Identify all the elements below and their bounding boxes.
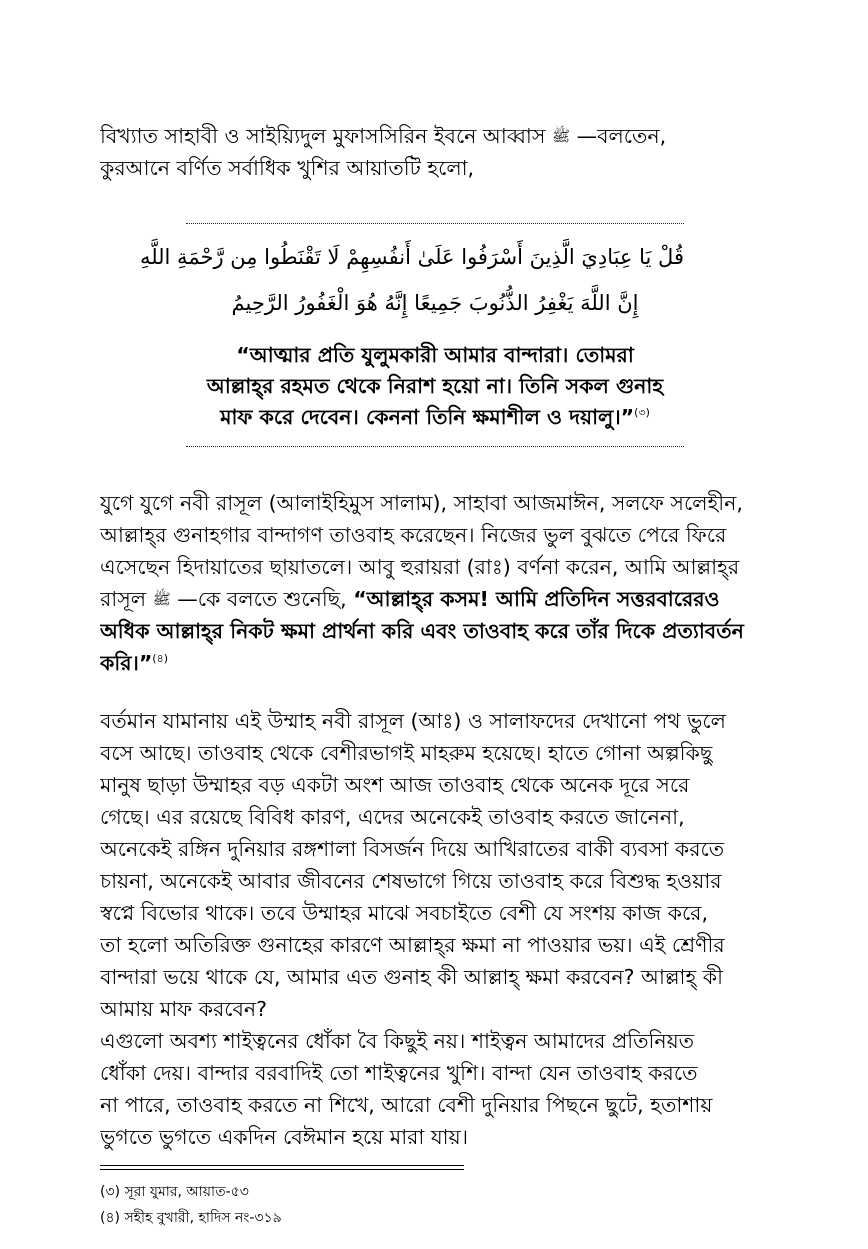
paragraph-2-line: এসেছেন হিদায়াতের ছায়াতলে। আবু হুরায়রা (রাঃ) বর্ণনা করেন, আমি আল্লাহ্‌র <box>100 555 740 579</box>
paragraph-3-line: বসে আছে। তাওবাহ থেকে বেশীরভাগই মাহরুম হয়েছে। হাতে গোনা অল্পকিছু <box>100 741 713 765</box>
paragraph-3-line: গেছে। এর রয়েছে বিবিধ কারণ, এদের অনেকেই তাওবাহ করতে জানেনা, <box>100 805 685 829</box>
paragraph-4 <box>100 1025 768 1153</box>
honorific-symbol: ﷺ <box>152 590 171 608</box>
paragraph-4-line: না পারে, তাওবাহ করতে না শিখে, আরো বেশী দুনিয়ার পিছনে ছুটে, হতাশায় <box>100 1093 713 1117</box>
intro-line-1 <box>100 120 768 152</box>
paragraph-2 <box>100 487 768 679</box>
honorific-symbol: ﷺ <box>551 127 571 145</box>
paragraph-3 <box>100 705 768 1025</box>
intro-text-b: —বলতেন, <box>576 124 667 148</box>
arabic-verse <box>139 234 684 326</box>
paragraph-3-line: বান্দারা ভয়ে থাকে যে, আমার এত গুনাহ কী আল্লাহ্‌ ক্ষমা করবেন? আল্লাহ্‌ কী <box>100 965 723 989</box>
intro-text-a: বিখ্যাত সাহাবী ও সাইয়্যিদুল মুফাসসিরিন ইবনে আব্বাস <box>100 124 546 148</box>
bottom-dotted-divider <box>186 446 684 447</box>
paragraph-3-line: আমায় মাফ করবেন? <box>100 997 268 1021</box>
paragraph-4-line: এগুলো অবশ্য শাইত্বনের ধোঁকা বৈ কিছুই নয়। শাইত্বন আমাদের প্রতিনিয়ত <box>100 1029 695 1053</box>
intro-paragraph <box>100 120 768 184</box>
arabic-verse-line-1: قُلْ يَا عِبَادِيَ الَّذِينَ أَسْرَفُوا عَلَىٰ أَنفُسِهِمْ لَا تَقْنَطُوا مِن رَّحْمَةِ اللَّهِ <box>139 245 684 269</box>
translation-line-3: মাফ করে দেবেন। কেননা তিনি ক্ষমাশীল ও দয়ালু।”$^{(৩)}$ <box>220 405 650 429</box>
footnote-ref-3[interactable]: (৩) <box>634 406 650 419</box>
paragraph-3-line: অনেকেই রঙ্গিন দুনিয়ার রঙ্গশালা বিসর্জন দিয়ে আখিরাতের বাকী ব্যবসা করতে <box>100 837 725 861</box>
paragraph-4-line: ভুগতে ভুগতে একদিন বেঈমান হয়ে মারা যায়। <box>100 1125 469 1149</box>
intro-line-2: কুরআনে বর্ণিত সর্বাধিক খুশির আয়াতটি হলো, <box>100 156 475 180</box>
footnote-4: (৪) সহীহ বুখারী, হাদিস নং-৩১৯ <box>100 1210 282 1226</box>
paragraph-3-line: মানুষ ছাড়া উম্মাহর বড় একটা অংশ আজ তাওবাহ থেকে অনেক দূরে সরে <box>100 773 690 797</box>
paragraph-2-line: রাসূল ﷺ —কে বলতে শুনেছি, “আল্লাহ্‌র কসম! আমি প্রতিদিন সত্তরবারেরও <box>100 587 720 611</box>
top-dotted-divider <box>186 223 684 224</box>
paragraph-3-line: বর্তমান যামানায় এই উম্মাহ নবী রাসূল (আঃ) ও সালাফদের দেখানো পথ ভুলে <box>100 709 726 733</box>
hadith-quote-end: করি।”$^{(৪)}$ <box>100 651 169 675</box>
paragraph-2-line: যুগে যুগে নবী রাসূল (আলাইহিমুস সালাম), সাহাবা আজমাঈন, সলফে সলেহীন, <box>100 491 743 515</box>
paragraph-2-line: আল্লাহ্‌র গুনাহগার বান্দাগণ তাওবাহ করেছেন। নিজের ভুল বুঝতে পেরে ফিরে <box>100 523 727 547</box>
paragraph-4-line: ধোঁকা দেয়। বান্দার বরবাদিই তো শাইত্বনের খুশি। বান্দা যেন তাওবাহ করতে <box>100 1061 698 1085</box>
paragraph-3-line: তা হলো অতিরিক্ত গুনাহের কারণে আল্লাহ্‌র ক্ষমা না পাওয়ার ভয়। এই শ্রেণীর <box>100 933 725 957</box>
translation-line-2: আল্লাহ্‌র রহমত থেকে নিরাশ হয়ো না। তিনি সকল গুনাহ <box>206 374 664 398</box>
footnote-ref-4[interactable]: (৪) <box>152 652 169 665</box>
footnote-divider <box>100 1165 464 1166</box>
hadith-quote-start: “আল্লাহ্‌র কসম! আমি প্রতিদিন সত্তরবারেরও <box>353 587 720 611</box>
verse-translation <box>186 340 684 433</box>
footnote-3: (৩) সূরা যুমার, আয়াত-৫৩ <box>100 1184 249 1200</box>
hadith-quote-line: অধিক আল্লাহ্‌র নিকট ক্ষমা প্রার্থনা করি এবং তাওবাহ করে তাঁর দিকে প্রত্যাবর্তন <box>100 619 744 643</box>
footnote-divider <box>100 1169 464 1170</box>
paragraph-3-line: চায়না, অনেকেই আবার জীবনের শেষভাগে গিয়ে তাওবাহ করে বিশুদ্ধ হওয়ার <box>100 869 722 893</box>
arabic-verse-line-2: إِنَّ اللَّهَ يَغْفِرُ الذُّنُوبَ جَمِيعًا إِنَّهُ هُوَ الْغَفُورُ الرَّحِيمُ <box>231 291 639 315</box>
paragraph-3-line: স্বপ্নে বিভোর থাকে। তবে উম্মাহর মাঝে সবচাইতে বেশী যে সংশয় কাজ করে, <box>100 901 708 925</box>
translation-line-1: “আত্মার প্রতি যুলুমকারী আমার বান্দারা। তোমরা <box>236 343 634 367</box>
